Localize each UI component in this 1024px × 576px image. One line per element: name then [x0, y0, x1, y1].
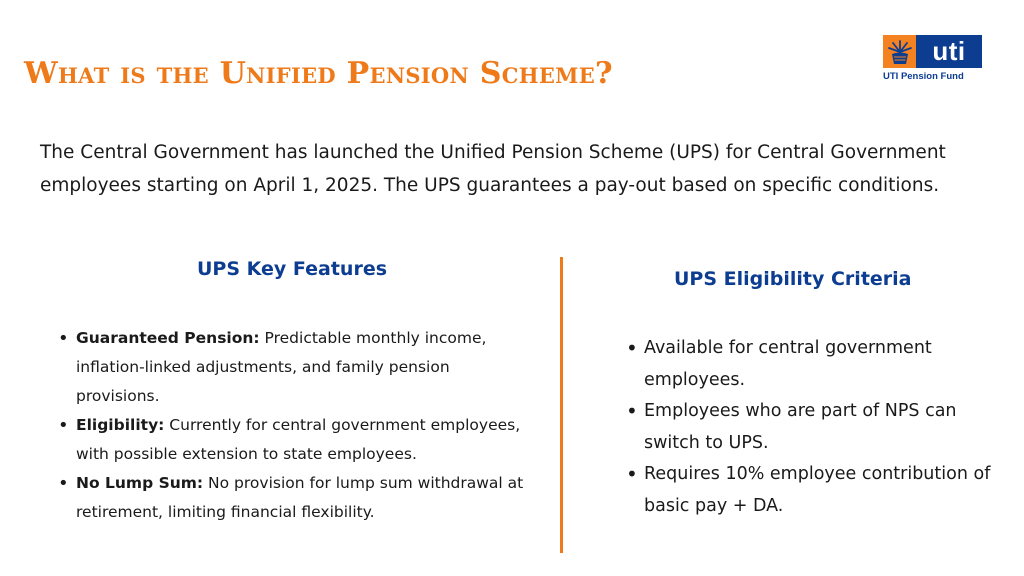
uti-logo: [883, 35, 983, 83]
list-item: • Employees who are part of NPS can switch to UPS.: [626, 396, 996, 459]
list-item: • Available for central government employees.: [626, 333, 996, 396]
feature-label: Guaranteed Pension:: [76, 329, 260, 347]
eligibility-heading: UPS Eligibility Criteria: [674, 268, 912, 290]
features-heading: UPS Key Features: [197, 258, 388, 280]
feature-text: Predictable monthly income, inflation-linked adjustments, and family pension provisions.: [76, 329, 487, 405]
page-title: What is the Unified Pension Scheme?: [24, 56, 613, 91]
logo-caption: UTI Pension Fund: [883, 71, 964, 82]
features-list: [58, 324, 538, 527]
feature-label: No Lump Sum:: [76, 474, 204, 492]
eligibility-list: [626, 333, 996, 522]
feature-text: Currently for central government employees, with possible extension to state employees.: [76, 416, 521, 463]
intro-paragraph: The Central Government has launched the Unified Pension Scheme (UPS) for Central Government employees starting on April 1, 2025. The UPS guarantees a pay-out based on specific conditions.: [40, 142, 946, 196]
logo-wordmark: uti: [916, 35, 982, 68]
kalpavriksha-icon: [883, 35, 916, 68]
list-item: [58, 324, 538, 411]
list-item: [58, 469, 538, 527]
column-divider: [560, 257, 563, 553]
list-item: • Requires 10% employee contribution of basic pay + DA.: [626, 459, 996, 522]
feature-text: No provision for lump sum withdrawal at retirement, limiting financial flexibility.: [76, 474, 524, 521]
feature-label: Eligibility:: [76, 416, 165, 434]
list-item: [58, 411, 538, 469]
